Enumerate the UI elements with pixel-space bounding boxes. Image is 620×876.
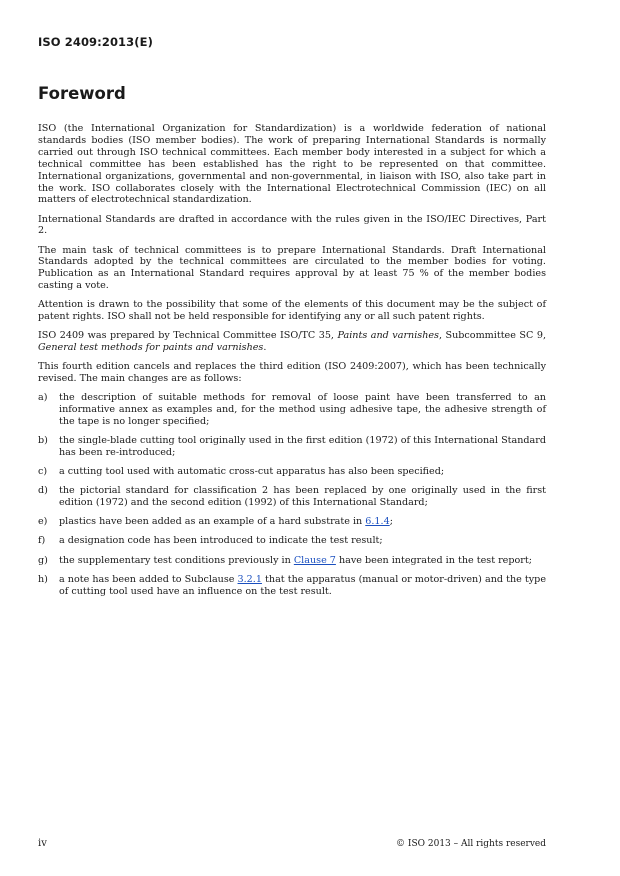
- list-marker: g): [38, 554, 48, 566]
- foreword-body: [38, 123, 546, 605]
- list-marker: c): [38, 466, 48, 478]
- paragraph-directives: International Standards are drafted in accordance with the rules given in the ISO/IEC Directives, Part 2.: [38, 213, 546, 237]
- list-item: [38, 392, 546, 428]
- subcommittee-title: General test methods for paints and varnishes: [38, 342, 264, 354]
- paragraph-patent: Attention is drawn to the possibility that some of the elements of this document may be the subject of patent rights. ISO shall not be held responsible for identifying any or all such patent rights.: [38, 299, 546, 323]
- list-item-text-end: have been integrated in the test report;: [335, 554, 532, 566]
- paragraph-iso-intro: ISO (the International Organization for Standardization) is a worldwide federation of national standards bodies (ISO member bodies). The work of preparing International Standards is normally carried out through ISO technical committees. Each member body interested in a subject for which a technical committee has been established has the right to be represented on that committee. International organizations, governmental and non-governmental, in liaison with ISO, also take part in the work. ISO collaborates closely with the International Electrotechnical Commission (IEC) on all matters of electrotechnical standardization.: [38, 123, 546, 206]
- paragraph-edition: This fourth edition cancels and replaces the third edition (ISO 2409:2007), which has been technically revised. The main changes are as follows:: [38, 361, 546, 385]
- list-item-text: the single-blade cutting tool originally used in the first edition (1972) of this International Standard has been re-introduced;: [59, 435, 546, 459]
- list-marker: b): [38, 435, 48, 447]
- list-item-text-end: ;: [389, 516, 393, 528]
- list-item-text: a designation code has been introduced to indicate the test result;: [59, 535, 383, 547]
- list-item: [38, 485, 546, 509]
- link-subclause-3-2-1[interactable]: 3.2.1: [237, 573, 262, 585]
- paragraph-prepared-by: [38, 330, 546, 354]
- list-item: [38, 466, 546, 478]
- copyright-notice: © ISO 2013 – All rights reserved: [396, 839, 546, 849]
- list-item-text: plastics have been added as an example of a hard substrate in: [59, 516, 366, 528]
- page-number: iv: [38, 838, 47, 849]
- list-item: [38, 555, 546, 567]
- list-marker: a): [38, 392, 48, 404]
- prepared-by-text-3: .: [263, 342, 267, 354]
- list-item-text: a note has been added to Subclause: [59, 573, 238, 585]
- list-item-text: the pictorial standard for classification 2 has been replaced by one originally used in the first edition (1972) and the second edition (1992) of this International Standard;: [59, 485, 546, 509]
- page-title: Foreword: [38, 84, 126, 103]
- list-item-text: the description of suitable methods for removal of loose paint have been transferred to an informative annex as examples and, for the method using adhesive tape, the adhesive strength of the tape is no longer specified;: [59, 392, 546, 428]
- list-marker: d): [38, 485, 48, 497]
- list-item: [38, 516, 546, 528]
- list-item: [38, 435, 546, 459]
- list-item: [38, 574, 546, 598]
- changes-list: [38, 392, 546, 597]
- list-marker: f): [38, 535, 46, 547]
- prepared-by-text-1: ISO 2409 was prepared by Technical Committee ISO/TC 35,: [38, 330, 338, 342]
- list-item: [38, 535, 546, 547]
- list-marker: e): [38, 516, 48, 528]
- link-clause-7[interactable]: Clause 7: [293, 554, 336, 566]
- list-item-text-end: that the apparatus (manual or motor-driven) and the type of cutting tool used have an influence on the test result.: [59, 573, 547, 597]
- list-item-text: the supplementary test conditions previously in: [59, 554, 294, 566]
- document-id: ISO 2409:2013(E): [38, 35, 153, 49]
- committee-title: Paints and varnishes: [337, 330, 439, 342]
- paragraph-main-task: The main task of technical committees is to prepare International Standards. Draft International Standards adopted by the technical committees are circulated to the member bodies for voting. Publication as an International Standard requires approval by at least 75 % of the member bodies casting a vote.: [38, 244, 546, 292]
- prepared-by-text-2: , Subcommittee SC 9,: [438, 330, 546, 342]
- list-item-text: a cutting tool used with automatic cross-cut apparatus has also been specified;: [59, 466, 445, 478]
- link-subclause-6-1-4[interactable]: 6.1.4: [365, 516, 390, 528]
- list-marker: h): [38, 573, 48, 585]
